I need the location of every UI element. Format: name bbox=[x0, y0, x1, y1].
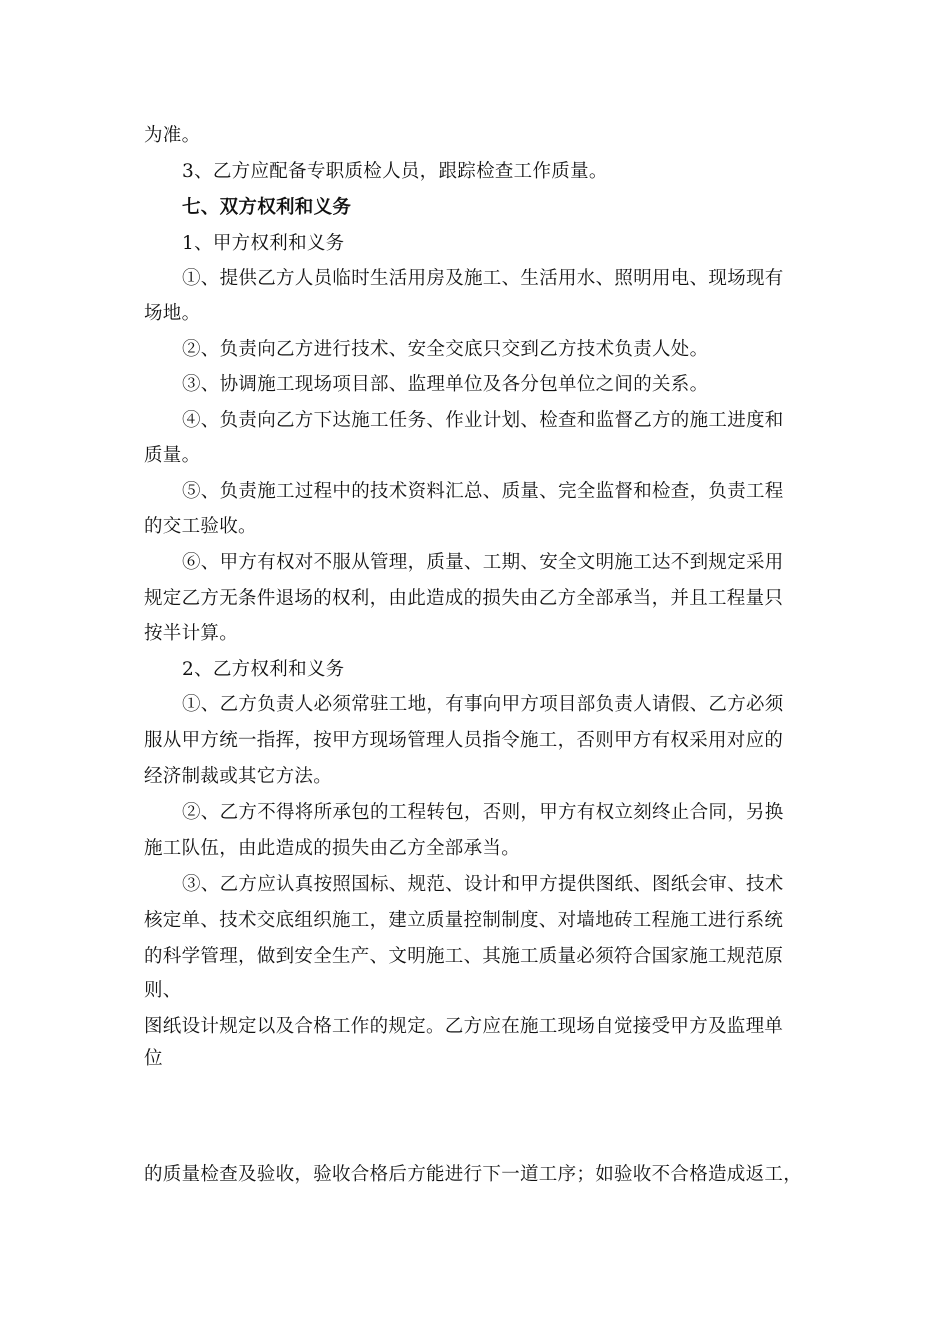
text-line: 场地。 bbox=[144, 303, 201, 324]
text-line: ⑥、甲方有权对不服从管理，质量、工期、安全文明施工达不到规定采用 bbox=[182, 552, 784, 573]
text-line: 的科学管理，做到安全生产、文明施工、其施工质量必须符合国家施工规范原 bbox=[144, 946, 784, 967]
text-line: 的交工验收。 bbox=[144, 516, 257, 537]
text-line: ③、协调施工现场项目部、监理单位及各分包单位之间的关系。 bbox=[182, 374, 709, 395]
text-line: 质量。 bbox=[144, 445, 201, 466]
text-line: 经济制裁或其它方法。 bbox=[144, 766, 333, 787]
text-line: ②、乙方不得将所承包的工程转包，否则，甲方有权立刻终止合同，另换 bbox=[182, 802, 784, 823]
text-line: 核定单、技术交底组织施工，建立质量控制制度、对墙地砖工程施工进行系统 bbox=[144, 910, 784, 931]
text-line: 则、 bbox=[144, 980, 182, 1001]
text-line: 的质量检查及验收，验收合格后方能进行下一道工序；如验收不合格造成返工， bbox=[144, 1164, 803, 1185]
text-line: ①、乙方负责人必须常驻工地，有事向甲方项目部负责人请假、乙方必须 bbox=[182, 694, 784, 715]
text-line: ①、提供乙方人员临时生活用房及施工、生活用水、照明用电、现场现有 bbox=[182, 268, 784, 289]
text-line: ⑤、负责施工过程中的技术资料汇总、质量、完全监督和检查，负责工程 bbox=[182, 481, 784, 502]
section-heading: 七、双方权利和义务 bbox=[182, 197, 352, 218]
subsection-heading: 2、乙方权利和义务 bbox=[182, 659, 345, 680]
text-line: ④、负责向乙方下达施工任务、作业计划、检查和监督乙方的施工进度和 bbox=[182, 410, 784, 431]
text-line: 位 bbox=[144, 1048, 163, 1069]
text-line: 服从甲方统一指挥，按甲方现场管理人员指令施工，否则甲方有权采用对应的 bbox=[144, 730, 784, 751]
text-line: 3、乙方应配备专职质检人员，跟踪检查工作质量。 bbox=[182, 161, 608, 182]
text-line: 施工队伍，由此造成的损失由乙方全部承当。 bbox=[144, 838, 521, 859]
text-line: 按半计算。 bbox=[144, 623, 239, 644]
text-line: 为准。 bbox=[144, 125, 201, 146]
text-line: 图纸设计规定以及合格工作的规定。乙方应在施工现场自觉接受甲方及监理单 bbox=[144, 1016, 784, 1037]
text-line: ③、乙方应认真按照国标、规范、设计和甲方提供图纸、图纸会审、技术 bbox=[182, 874, 784, 895]
text-line: ②、负责向乙方进行技术、安全交底只交到乙方技术负责人处。 bbox=[182, 339, 709, 360]
text-line: 规定乙方无条件退场的权利，由此造成的损失由乙方全部承当，并且工程量只 bbox=[144, 588, 784, 609]
subsection-heading: 1、甲方权利和义务 bbox=[182, 233, 345, 254]
